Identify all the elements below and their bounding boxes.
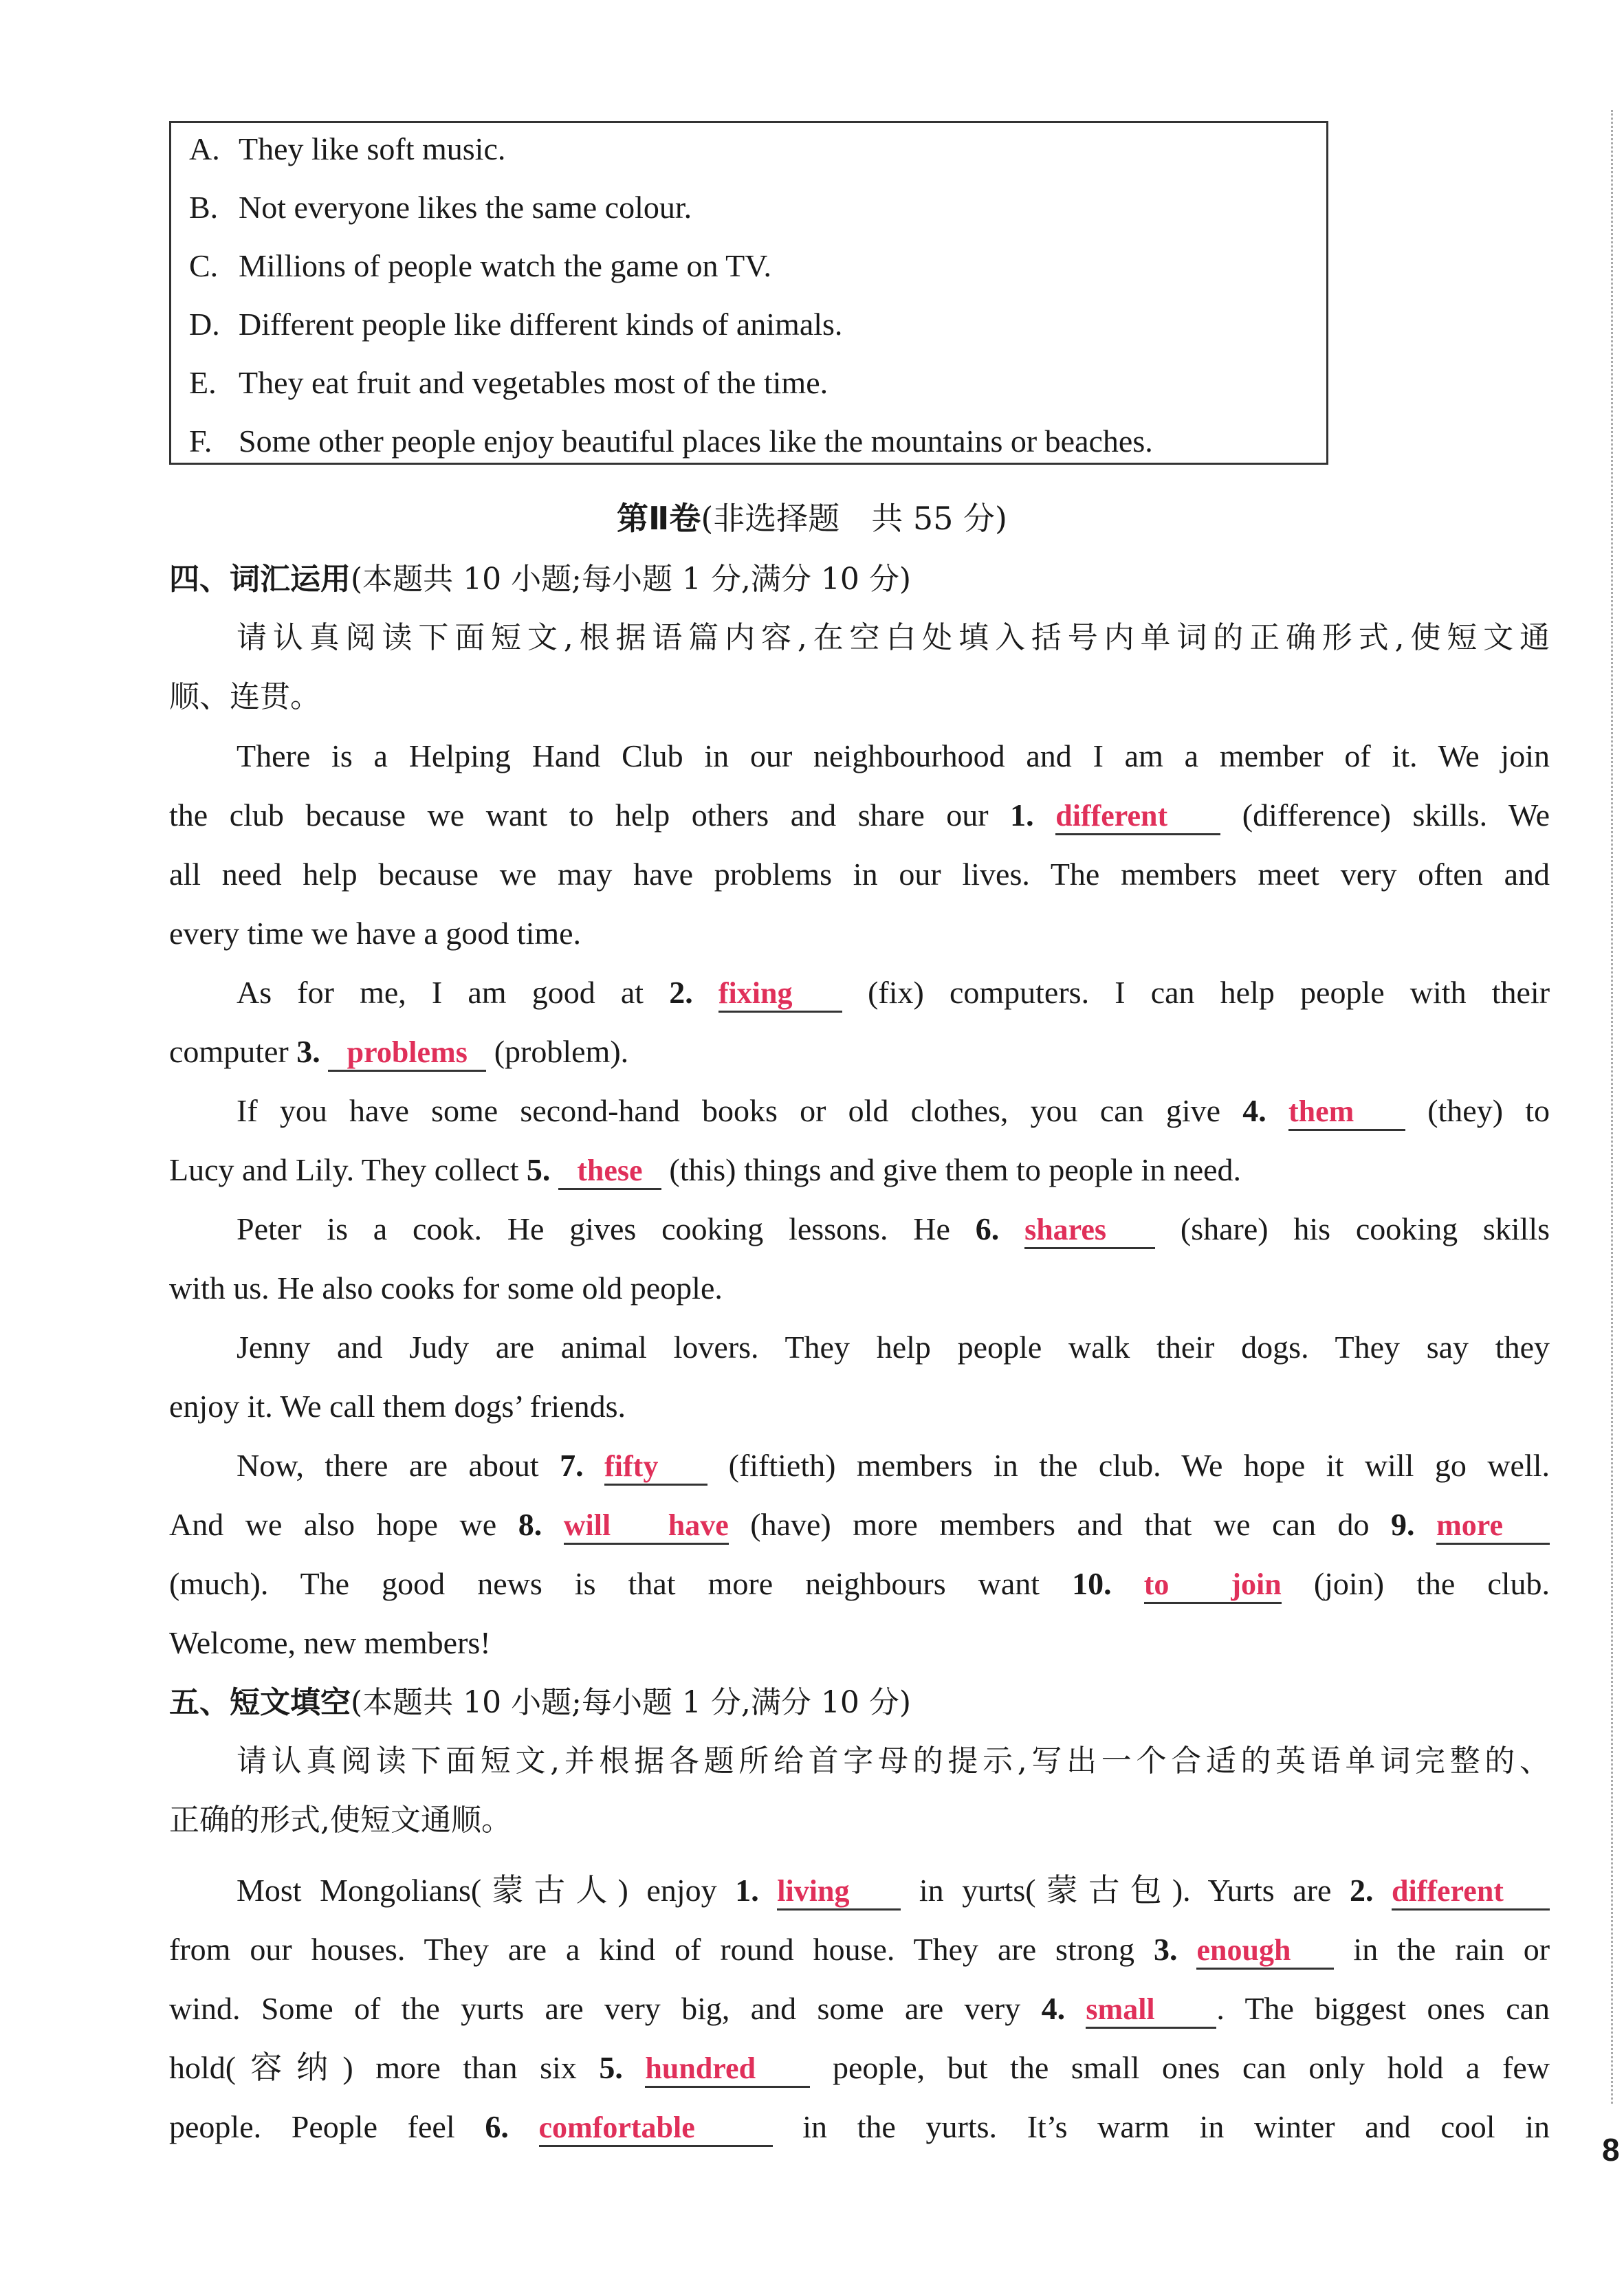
p6-line-4: Welcome, new members!: [169, 1625, 491, 1660]
p1-line-3: all need help because we may have problems in our lives. The members meet very often and: [169, 857, 1550, 892]
blank-4-4[interactable]: them: [1288, 1094, 1405, 1131]
blank-4-7[interactable]: fifty: [604, 1449, 707, 1486]
s5-line-1: Most Mongolians(蒙古人) enjoy 1. living in yurts(蒙古包). Yurts are 2. different: [237, 1869, 1550, 1913]
blank-5-3[interactable]: enough: [1196, 1933, 1334, 1970]
option-e: E. They eat fruit and vegetables most of the time.: [189, 365, 829, 400]
p3-line-2: Lucy and Lily. They collect 5. these (this) things and give them to people in need.: [169, 1148, 1241, 1192]
section-4-instruction: 请认真阅读下面短文,根据语篇内容,在空白处填入括号内单词的正确形式,使短文通: [237, 620, 1550, 655]
option-f: F. Some other people enjoy beautiful places like the mountains or beaches.: [189, 423, 1153, 459]
p6-line-3: (much). The good news is that more neighbours want 10. to join (join) the club.: [169, 1562, 1550, 1606]
s5-line-3: wind. Some of the yurts are very big, and some are very 4. small . The biggest ones can: [169, 1987, 1550, 2031]
blank-4-5[interactable]: these: [558, 1153, 661, 1190]
option-a: A. They like soft music.: [189, 131, 506, 166]
blank-4-3[interactable]: problems: [328, 1035, 486, 1072]
p1-line-2: the club because we want to help others and share our 1. different (difference) skills. We: [169, 793, 1550, 837]
option-b: B. Not everyone likes the same colour.: [189, 190, 692, 225]
section-5-instruction: 请认真阅读下面短文,并根据各题所给首字母的提示,写出一个合适的英语单词完整的、: [237, 1743, 1550, 1779]
p1-line-4: every time we have a good time.: [169, 916, 582, 951]
p5-line-2: enjoy it. We call them dogs’ friends.: [169, 1389, 626, 1424]
option-c: C. Millions of people watch the game on TV.: [189, 248, 772, 283]
blank-4-1[interactable]: different: [1055, 798, 1220, 835]
s5-line-2: from our houses. They are a kind of round house. They are strong 3. enough in the rain or: [169, 1928, 1550, 1972]
part-title: 第Ⅱ卷(非选择题 共 55 分): [617, 500, 1007, 537]
p4-line-2: with us. He also cooks for some old people.: [169, 1270, 723, 1306]
option-d: D. Different people like different kinds of animals.: [189, 307, 843, 342]
p3-line-1: If you have some second-hand books or old clothes, you can give 4. them (they) to: [237, 1089, 1550, 1133]
p2-line-2: computer 3. problems (problem).: [169, 1030, 628, 1074]
blank-4-9[interactable]: more: [1436, 1508, 1550, 1545]
blank-5-5[interactable]: hundred: [645, 2051, 810, 2088]
p5-line-1: Jenny and Judy are animal lovers. They help people walk their dogs. They say they: [237, 1330, 1550, 1365]
p4-line-1: Peter is a cook. He gives cooking lessons. He 6. shares (share) his cooking skills: [237, 1207, 1550, 1251]
p6-line-1: Now, there are about 7. fifty (fiftieth) members in the club. We hope it will go well.: [237, 1444, 1550, 1488]
section-4-title: 四、词汇运用(本题共 10 小题;每小题 1 分,满分 10 分): [169, 562, 912, 597]
p1-line-1: There is a Helping Hand Club in our neighbourhood and I am a member of it. We join: [237, 738, 1550, 773]
p2-line-1: As for me, I am good at 2. fixing (fix) computers. I can help people with their: [237, 971, 1550, 1015]
blank-5-4[interactable]: small: [1086, 1992, 1216, 2029]
blank-4-6[interactable]: shares: [1024, 1212, 1155, 1249]
margin-rule: [1611, 110, 1613, 2104]
blank-4-2[interactable]: fixing: [718, 976, 842, 1013]
page-number: 8: [1602, 2132, 1620, 2168]
p6-line-2: And we also hope we 8. will have (have) more members and that we can do 9. more: [169, 1503, 1550, 1547]
section-5-instruction-cont: 正确的形式,使短文通顺。: [169, 1803, 512, 1838]
s5-line-4: hold(容纳) more than six 5. hundred people, but the small ones can only hold a few: [169, 2046, 1550, 2090]
section-4-instruction-cont: 顺、连贯。: [169, 679, 320, 714]
section-5-title: 五、短文填空(本题共 10 小题;每小题 1 分,满分 10 分): [169, 1685, 912, 1720]
options-box: [169, 121, 1328, 465]
blank-4-10[interactable]: to join: [1144, 1567, 1282, 1604]
s5-line-5: people. People feel 6. comfortable in the yurts. It’s warm in winter and cool in: [169, 2105, 1550, 2149]
blank-5-2[interactable]: different: [1392, 1873, 1550, 1911]
blank-5-6[interactable]: comfortable: [539, 2110, 773, 2147]
blank-5-1[interactable]: living: [777, 1873, 901, 1911]
blank-4-8[interactable]: will have: [564, 1508, 729, 1545]
